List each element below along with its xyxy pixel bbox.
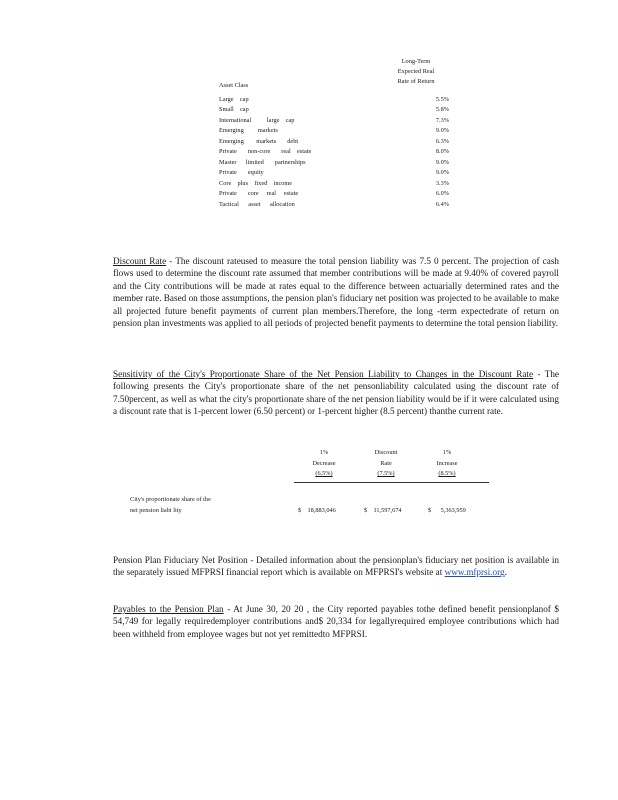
asset-row — [219, 96, 449, 106]
asset-class-rate: 6.4% — [435, 200, 449, 208]
asset-class-name: International large cap — [219, 116, 295, 124]
asset-class-rate: 9.0% — [435, 169, 449, 177]
asset-class-header: Asset Class — [219, 82, 249, 89]
asset-class-rate: 9.0% — [435, 158, 449, 166]
asset-row — [219, 106, 449, 116]
asset-row — [219, 159, 449, 169]
asset-row — [219, 190, 449, 200]
col-line: (7.5%) — [377, 470, 395, 477]
sensitivity-row-label-2: net pension liabi lity — [130, 507, 182, 514]
sensitivity-value-decrease: $ 18,883,046 — [298, 507, 336, 514]
mfprsi-link[interactable]: www.mfprsi.org — [444, 567, 505, 578]
col-line: (6.5%) — [315, 470, 333, 477]
asset-row — [219, 127, 449, 137]
asset-row — [219, 180, 449, 190]
col-line: Rate — [380, 459, 392, 467]
header-line: Rate of Return — [397, 78, 435, 85]
asset-class-rate: 8.0% — [435, 148, 449, 156]
asset-class-name: Private core real estate — [219, 190, 299, 198]
asset-class-name: Small cap — [219, 106, 249, 114]
sensitivity-paragraph — [113, 368, 559, 418]
header-line: Long-Term — [401, 58, 431, 65]
payables-paragraph — [113, 603, 559, 640]
asset-class-rate: 9.0% — [435, 127, 449, 135]
asset-class-rate: 7.3% — [435, 116, 449, 124]
col-line: 1% — [442, 449, 452, 456]
sensitivity-col-increase — [417, 448, 477, 480]
sensitivity-col-discount — [356, 448, 416, 480]
asset-class-name: Emerging markets debt — [219, 137, 299, 145]
asset-class-rate: 6.0% — [435, 190, 449, 198]
col-line: Discount — [374, 449, 398, 456]
sensitivity-row-label-1: City's proportionate share of the — [130, 496, 211, 503]
asset-row — [219, 138, 449, 148]
discount-rate-heading: Discount Rate — [113, 256, 167, 266]
payables-text: - At June 30, 20 20 , the City reported payables tothe defined benefit pensionplanof $ 54,749 for legally requiredemployer contributions and$ 20,334 for legallyrequired employee contributions which had been withheld from employee wages but not yet remittedto MFPRSI. — [113, 604, 559, 639]
payables-heading: Payables to the Pension Plan — [113, 604, 224, 614]
asset-row — [219, 117, 449, 127]
asset-row — [219, 148, 449, 158]
fiduciary-after: . — [504, 567, 507, 578]
asset-class-rate: 5.8% — [435, 106, 449, 114]
asset-class-name: Master limited partnerships — [219, 158, 306, 166]
sensitivity-heading: Sensitivity of the City's Proportionate Share of the Net Pension Liability to Changes in the Discount Rate — [113, 369, 534, 379]
sensitivity-value-increase: $ 5,363,959 — [428, 507, 466, 514]
asset-class-name: Private equity — [219, 169, 264, 177]
asset-class-rate: 5.5% — [435, 96, 449, 103]
asset-class-rate: 3.3% — [435, 179, 449, 187]
sensitivity-text: - The following presents the City's proportionate share of the net pensonliability calculated using the discount rate of 7.50percent, as well as what the city's proportionate share of the net pension liability would be if it were calculated using a discount rate that is 1-percent lower (6.50 percent) or 1-percent higher (8.5 percent) thanthe current rate. — [113, 369, 559, 417]
asset-row — [219, 169, 449, 179]
sensitivity-value-discount: $ 11,597,674 — [364, 507, 402, 514]
asset-class-name: Emerging markets — [219, 127, 278, 135]
asset-row — [219, 201, 449, 211]
discount-rate-text: - The discount rateused to measure the total pension liability was 7.5 0 percent. The projection of cash flows used to determine the discount rate assumed that member contributions will be made at 9.40% of covered payroll and the City contributions will be made at rates equal to the difference between actuarially determined rates and the member rate. Based on those assumptions, the pension plan's fiduciary net position was projected to be available to make all projected future benefit payments of current plan members.Therefore, the long -term expectedrate of return on pension plan investments was applied to all periods of projected benefit payments to determine the total pension liability. — [113, 256, 559, 329]
col-line: 1% — [319, 449, 329, 456]
asset-class-name: Tactical asset allocation — [219, 200, 295, 208]
rate-of-return-header — [383, 58, 449, 85]
fiduciary-text: Pension Plan Fiduciary Net Position - Detailed information about the pensionplan's fiduciary net position is available in the separately issued MFPRSI financial report which is available on MFPRSI's website at — [113, 555, 559, 578]
col-line: Increase — [436, 459, 458, 467]
col-line: Decrease — [312, 459, 336, 467]
sensitivity-divider — [294, 482, 489, 483]
sensitivity-col-decrease — [294, 448, 354, 480]
asset-class-name: Private non-core real estate — [219, 148, 312, 156]
col-line: (8.5%) — [438, 470, 456, 477]
asset-class-name: Large cap — [219, 96, 249, 103]
discount-rate-paragraph — [113, 255, 559, 329]
fiduciary-paragraph — [113, 554, 559, 579]
asset-class-name: Core plus fixed income — [219, 179, 293, 187]
header-line: Expected Real — [397, 68, 435, 75]
asset-class-rate: 6.3% — [435, 137, 449, 145]
